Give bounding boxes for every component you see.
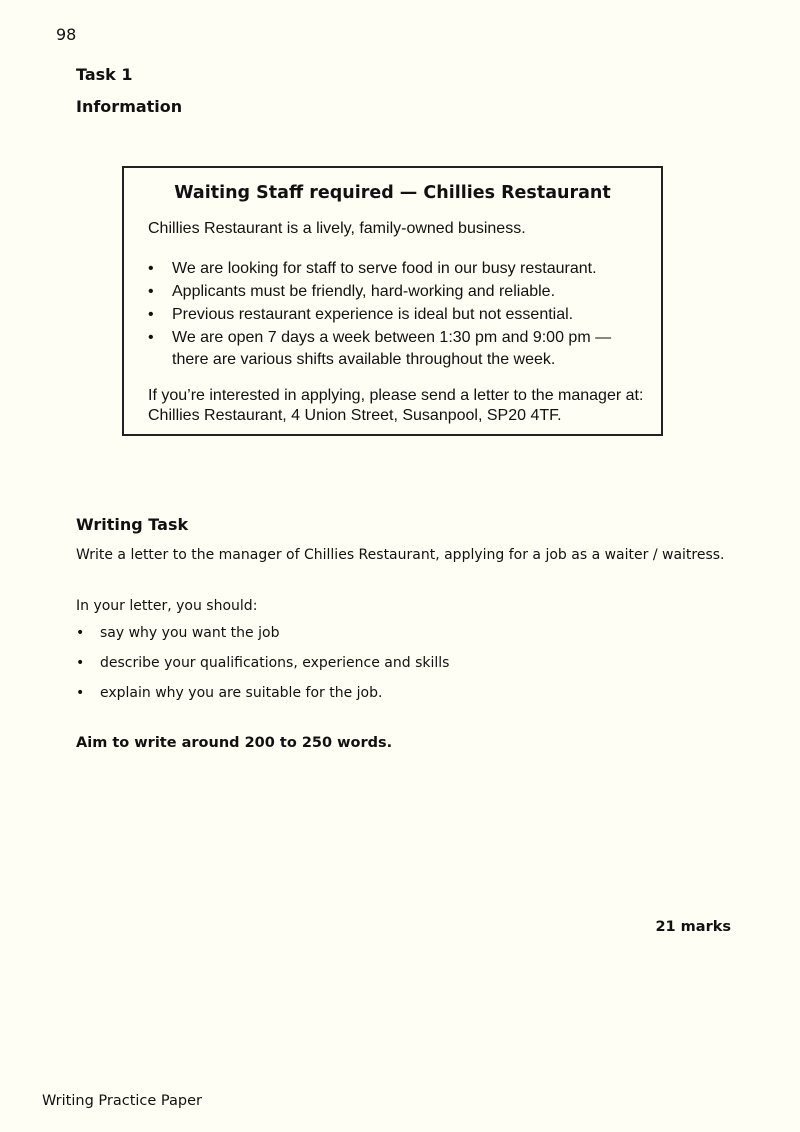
advert-point-text: Previous restaurant experience is ideal but not essential. (172, 306, 574, 323)
writing-task-point-text: say why you want the job (100, 625, 280, 641)
bullet-icon: • (148, 260, 154, 277)
writing-task-lead: In your letter, you should: (76, 598, 258, 614)
bullet-icon: • (148, 283, 154, 300)
writing-task-title: Writing Task (76, 515, 189, 534)
writing-task-instruction: Write a letter to the manager of Chillies Restaurant, applying for a job as a waiter / waitress. (76, 547, 725, 563)
advert-point-text: We are looking for staff to serve food in our busy restaurant. (172, 260, 597, 277)
bullet-icon: • (76, 655, 85, 671)
writing-task-point (76, 684, 449, 714)
section-title: Information (76, 97, 183, 116)
bullet-icon: • (148, 329, 154, 346)
advert-point-text: Applicants must be friendly, hard-working and reliable. (172, 283, 556, 300)
bullet-icon: • (148, 306, 154, 323)
job-advert-box (122, 166, 663, 436)
advert-point (148, 327, 612, 371)
advert-address-line: Chillies Restaurant, 4 Union Street, Susanpool, SP20 4TF. (148, 407, 562, 424)
bullet-icon: • (76, 685, 85, 701)
writing-task-point (76, 624, 449, 654)
advert-point-text: We are open 7 days a week between 1:30 pm and 9:00 pm — there are various shifts available throughout the week. (172, 329, 612, 368)
advert-point (148, 258, 612, 280)
advert-apply-info (148, 386, 643, 426)
writing-task-points (76, 624, 449, 714)
writing-task-point-text: explain why you are suitable for the job. (100, 685, 383, 701)
advert-point (148, 281, 612, 303)
advert-title: Waiting Staff required — Chillies Restaurant (174, 183, 611, 203)
bullet-icon: • (76, 625, 85, 641)
advert-point (148, 304, 612, 326)
advert-intro: Chillies Restaurant is a lively, family-owned business. (148, 220, 526, 237)
page-footer: Writing Practice Paper (42, 1093, 202, 1109)
task-title: Task 1 (76, 65, 133, 84)
marks-label: 21 marks (655, 919, 731, 935)
page-number: 98 (56, 25, 77, 44)
writing-task-point-text: describe your qualifications, experience and skills (100, 655, 450, 671)
advert-points (148, 258, 612, 372)
word-count-aim: Aim to write around 200 to 250 words. (76, 735, 393, 751)
writing-task-point (76, 654, 449, 684)
advert-apply-line: If you’re interested in applying, please send a letter to the manager at: (148, 387, 644, 404)
